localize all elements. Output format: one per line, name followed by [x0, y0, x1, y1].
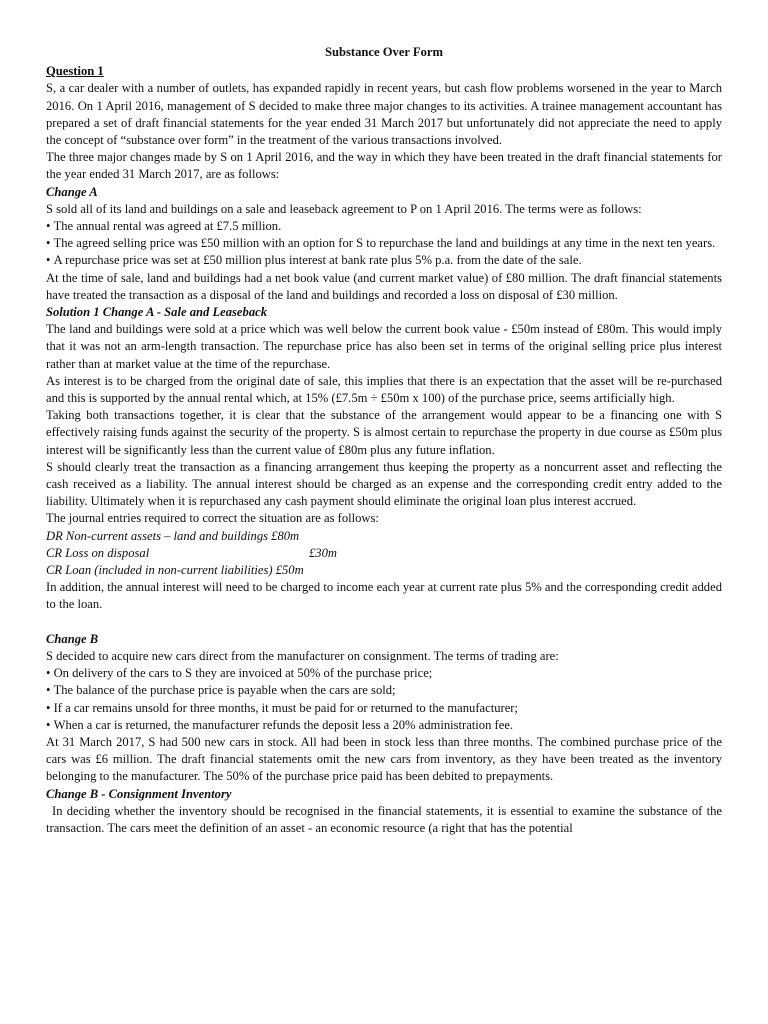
- change-b-bullet-3: • If a car remains unsold for three months, it must be paid for or returned to the manufacturer;: [46, 700, 722, 717]
- intro-paragraph-2: The three major changes made by S on 1 April 2016, and the way in which they have been treated in the draft financial statements for the year ended 31 March 2017, are as follows:: [46, 150, 722, 182]
- journal-line-text: DR Non-current assets – land and buildings £80m: [46, 528, 300, 543]
- journal-line-amount: £30m: [309, 545, 337, 560]
- document-title: Substance Over Form: [325, 45, 443, 59]
- change-b-heading: Change B: [46, 631, 99, 646]
- journal-line: [46, 562, 722, 579]
- solution-a-paragraph-2: As interest is to be charged from the original date of sale, this implies that there is an expectation that the asset will be re-purchased and this is supported by the annual rental which, at 15% (£7.5m ÷ £50m x 100) of the purchase price, seems artificially high.: [46, 373, 722, 406]
- change-b-bullet-4: • When a car is returned, the manufacturer refunds the deposit less a 20% administration fee.: [46, 717, 722, 734]
- intro-paragraph-1: S, a car dealer with a number of outlets, has expanded rapidly in recent years, but cash flow problems worsened in the year to March 2016. On 1 April 2016, management of S decided to make three major changes to its activities. A trainee management accountant has prepared a set of draft financial statements for the year ended 31 March 2017 but unfortunately did not appreciate the need to apply the concept of “substance over form” in the treatment of the various transactions involved.: [46, 81, 722, 148]
- document-page: [46, 44, 722, 837]
- change-a-bullet-2: • The agreed selling price was £50 million with an option for S to repurchase the land and buildings at any time in the next ten years.: [46, 235, 722, 252]
- journal-line-text: CR Loss on disposal: [46, 545, 150, 560]
- change-b-bullet-1: • On delivery of the cars to S they are invoiced at 50% of the purchase price;: [46, 665, 722, 682]
- change-a-lead: S sold all of its land and buildings on a sale and leaseback agreement to P on 1 April 2016. The terms were as follows:: [46, 201, 642, 216]
- journal-line-text: CR Loan (included in non-current liabilities) £50m: [46, 563, 304, 578]
- journal-line: [46, 528, 722, 545]
- solution-a-after: In addition, the annual interest will need to be charged to income each year at current rate plus 5% and the corresponding credit added to the loan.: [46, 580, 722, 612]
- change-a-bullet-1: • The annual rental was agreed at £7.5 million.: [46, 218, 722, 235]
- solution-a-heading: Solution 1 Change A - Sale and Leaseback: [46, 305, 267, 320]
- change-b-bullet-2: • The balance of the purchase price is payable when the cars are sold;: [46, 682, 722, 699]
- change-a-closing: At the time of sale, land and buildings had a net book value (and current market value) of £80 million. The draft financial statements have treated the transaction as a disposal of the land and buildings and recorded a loss on disposal of £30 million.: [46, 270, 722, 302]
- journal-entries: [46, 528, 722, 580]
- solution-b-paragraph: In deciding whether the inventory should be recognised in the financial statements, it is essential to examine the substance of the transaction. The cars meet the definition of an asset - an economic resource (a right that has the potential: [46, 803, 722, 836]
- solution-b-heading: Change B - Consignment Inventory: [46, 786, 232, 801]
- change-b-closing: At 31 March 2017, S had 500 new cars in stock. All had been in stock less than three months. The combined purchase price of the cars was £6 million. The draft financial statements omit the new cars from inventory, as they have been treated as the inventory belonging to the manufacturer. The 50% of the purchase price paid has been debited to prepayments.: [46, 735, 722, 784]
- solution-a-paragraph-5: The journal entries required to correct the situation are as follows:: [46, 511, 379, 526]
- change-b-lead: S decided to acquire new cars direct from the manufacturer on consignment. The terms of trading are:: [46, 649, 559, 664]
- solution-a-paragraph-3: Taking both transactions together, it is clear that the substance of the arrangement would appear to be a financing one with S effectively raising funds against the security of the property. S is almost certain to repurchase the property in due course as £50m plus interest will be significantly less than the current value of £80m plus any future inflation.: [46, 408, 722, 457]
- solution-a-paragraph-1: The land and buildings were sold at a price which was well below the current book value - £50m instead of £80m. This would imply that it was not an arm-length transaction. The repurchase price has also been set in terms of the original selling price plus interest rather than at market value at the time of the repurchase.: [46, 322, 722, 371]
- spacer: [46, 614, 722, 631]
- question-heading: Question 1: [46, 64, 104, 79]
- change-a-bullet-3: • A repurchase price was set at £50 million plus interest at bank rate plus 5% p.a. from the date of the sale.: [46, 252, 722, 269]
- solution-a-paragraph-4: S should clearly treat the transaction as a financing arrangement thus keeping the property as a noncurrent asset and reflecting the cash received as a liability. The annual interest should be charged as an expense and the corresponding credit entry added to the liability. Ultimately when it is repurchased any cash payment should eliminate the original loan plus interest accrued.: [46, 459, 722, 509]
- journal-line: [46, 545, 722, 562]
- change-a-heading: Change A: [46, 184, 98, 199]
